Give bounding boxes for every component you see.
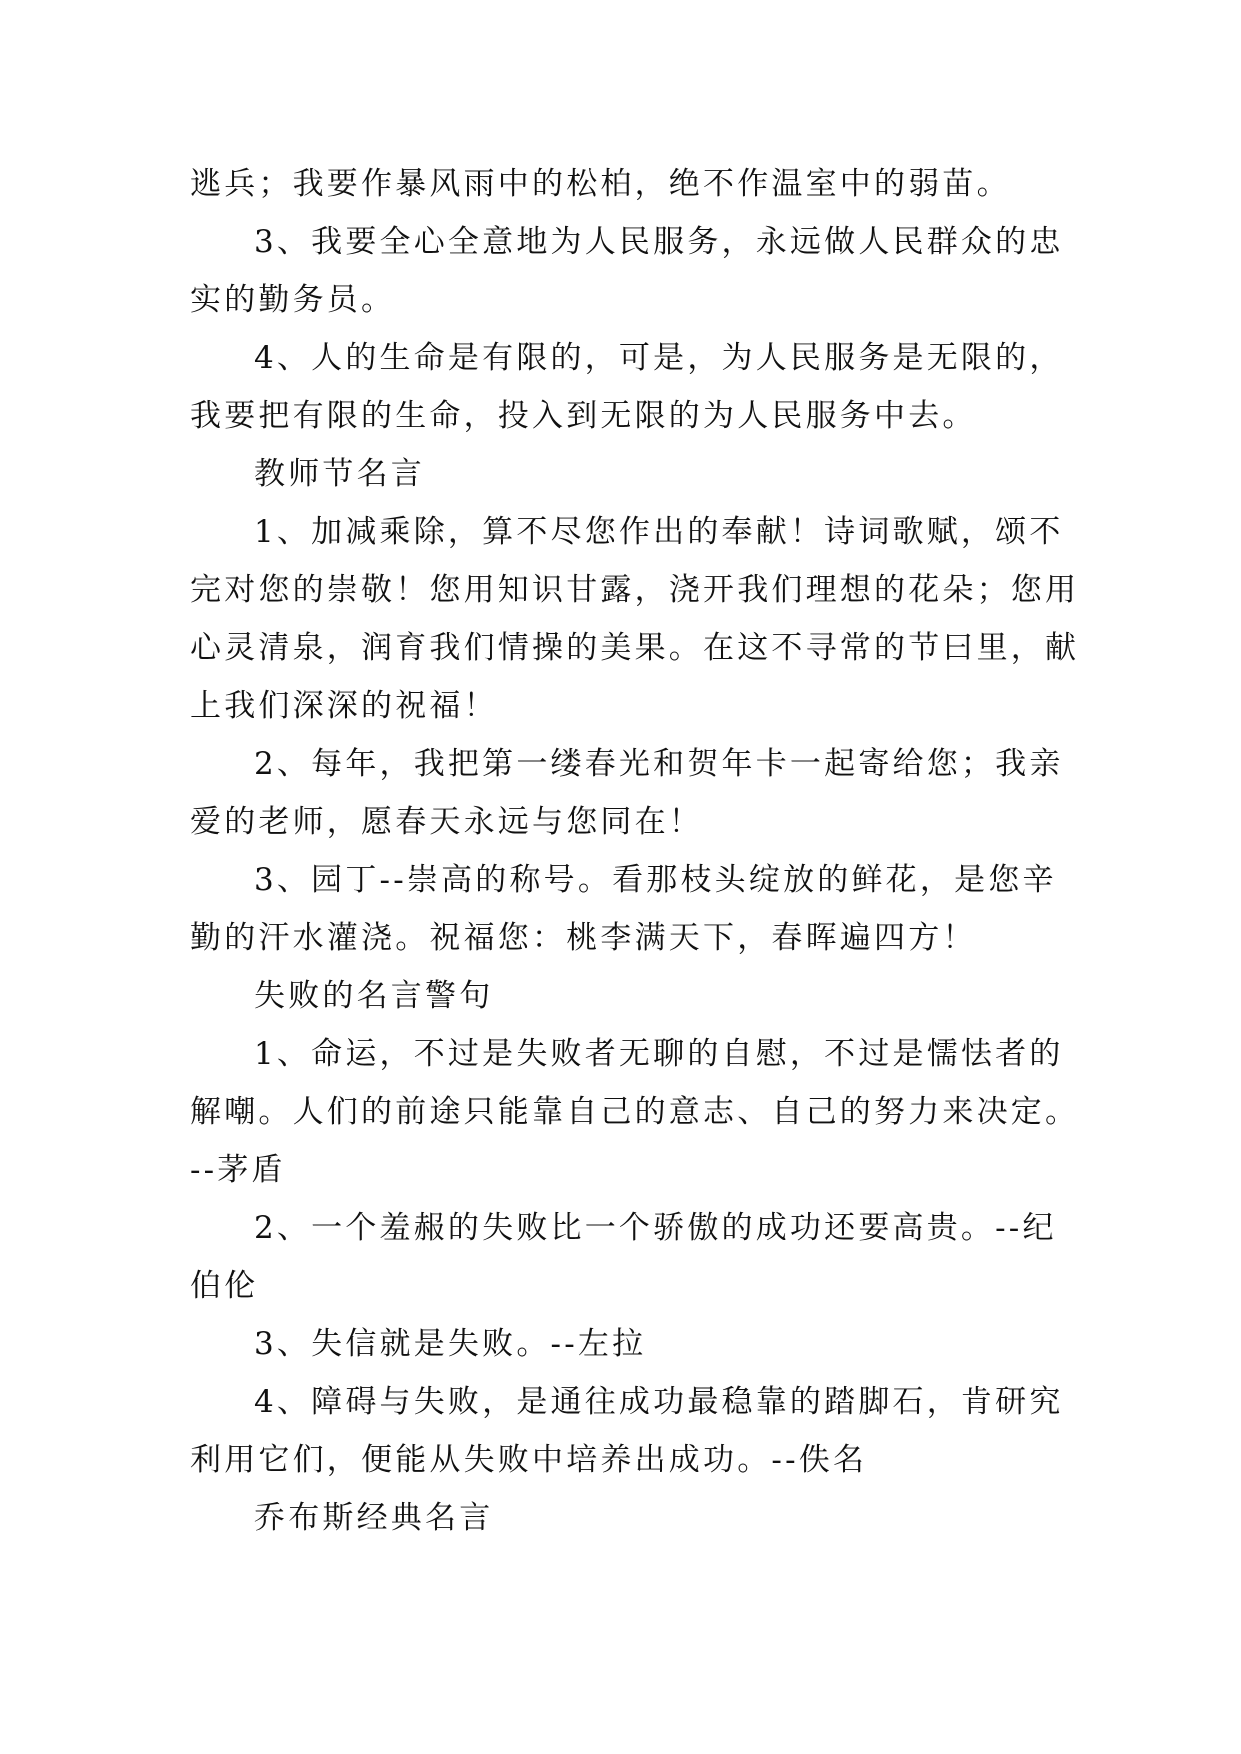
text-line: 伯伦 [190, 1268, 259, 1304]
text-line: 实的勤务员。 [190, 282, 396, 318]
text-line: 1、命运，不过是失败者无聊的自慰，不过是懦怯者的 [254, 1036, 1064, 1072]
text-line: 完对您的崇敬！您用知识甘露，浇开我们理想的花朵；您用 [190, 572, 1080, 608]
text-line: 3、我要全心全意地为人民服务，永远做人民群众的忠 [254, 224, 1064, 260]
section-heading: 乔布斯经典名言 [254, 1500, 494, 1536]
text-line: 1、加减乘除，算不尽您作出的奉献！诗词歌赋，颂不 [254, 514, 1064, 550]
text-line: 2、每年，我把第一缕春光和贺年卡一起寄给您；我亲 [254, 746, 1064, 782]
text-line: 解嘲。人们的前途只能靠自己的意志、自己的努力来决定。 [190, 1094, 1080, 1130]
text-line: 心灵清泉，润育我们情操的美果。在这不寻常的节曰里，献 [190, 630, 1080, 666]
text-line: 4、障碍与失败，是通往成功最稳靠的踏脚石，肯研究 [254, 1384, 1064, 1420]
text-line: 3、园丁--崇高的称号。看那枝头绽放的鲜花，是您辛 [254, 862, 1057, 898]
text-line: 勤的汗水灌浇。祝福您：桃李满天下，春晖遍四方！ [190, 920, 977, 956]
text-line: 爱的老师，愿春天永远与您同在！ [190, 804, 703, 840]
document-body [190, 155, 1090, 1547]
text-line: 4、人的生命是有限的，可是，为人民服务是无限的， [254, 340, 1064, 376]
text-line: 2、一个羞赧的失败比一个骄傲的成功还要高贵。--纪 [254, 1210, 1057, 1246]
section-heading: 教师节名言 [254, 456, 425, 492]
text-line: 上我们深深的祝福！ [190, 688, 498, 724]
text-line: 我要把有限的生命，投入到无限的为人民服务中去。 [190, 398, 977, 434]
text-line: 逃兵；我要作暴风雨中的松柏，绝不作温室中的弱苗。 [190, 166, 1011, 202]
text-line: --茅盾 [190, 1152, 286, 1188]
text-line: 3、失信就是失败。--左拉 [254, 1326, 647, 1362]
section-heading: 失败的名言警句 [254, 978, 494, 1014]
text-line: 利用它们，便能从失败中培养出成功。--佚名 [190, 1442, 868, 1478]
